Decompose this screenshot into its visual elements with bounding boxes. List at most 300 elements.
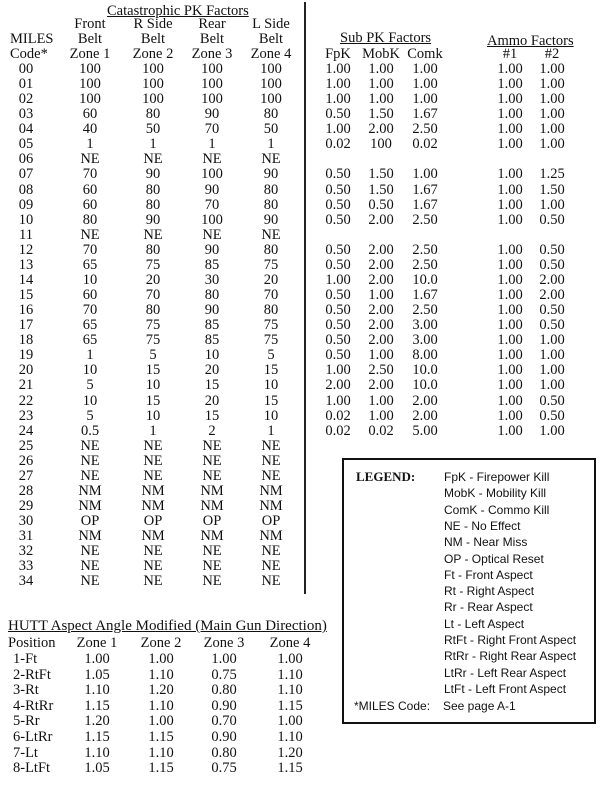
zone-value-cell: 100 — [260, 61, 282, 77]
zone-value-cell: 90 — [263, 166, 279, 182]
zone-value-cell: 10 — [82, 362, 98, 378]
zone-value-cell: 10 — [263, 408, 279, 424]
miles-code-cell: 32 — [18, 543, 34, 559]
zone-value-cell: 30 — [204, 272, 220, 288]
sub-pk-cell: 1.50 — [368, 182, 394, 198]
hutt-value-cell: 1.00 — [277, 713, 303, 729]
hutt-value-cell: 1.00 — [84, 651, 110, 667]
hutt-value-cell: 1.15 — [277, 760, 303, 776]
sub-pk-cell: 3.00 — [412, 332, 438, 348]
miles-code-cell: 15 — [18, 287, 34, 303]
hutt-value-cell: 1.10 — [148, 745, 174, 761]
zone-value-cell: 10 — [145, 408, 161, 424]
sub-pk-cell: 0.02 — [325, 136, 351, 152]
zone-value-cell: 75 — [263, 332, 279, 348]
zone-value-cell: 90 — [263, 212, 279, 228]
hutt-value-cell: 1.00 — [148, 651, 174, 667]
ammo-cell: 1.00 — [497, 91, 523, 107]
sub-pk-cell: 10.0 — [412, 362, 438, 378]
ammo-cell: 1.00 — [497, 423, 523, 439]
miles-code-cell: 21 — [18, 377, 34, 393]
zone-value-cell: 75 — [145, 257, 161, 273]
sub-pk-cell: 0.50 — [325, 347, 351, 363]
legend-item: Ft - Front Aspect — [444, 567, 533, 582]
hutt-title: HUTT Aspect Angle Modified (Main Gun Direction) — [8, 618, 327, 634]
ammo-cell: 1.00 — [497, 347, 523, 363]
zone-value-cell: 1 — [267, 423, 275, 439]
zone-value-cell: NM — [78, 498, 102, 514]
ammo-cell: 1.00 — [539, 377, 565, 393]
legend-item: NE - No Effect — [444, 518, 521, 533]
sub-pk-cell: 8.00 — [412, 347, 438, 363]
miles-head-line2: Code* — [10, 46, 48, 62]
hutt-value-cell: 1.00 — [148, 713, 174, 729]
zone-head-1-line1: Front — [74, 16, 106, 32]
ammo-cell: 1.00 — [539, 136, 565, 152]
zone-value-cell: 100 — [79, 91, 101, 107]
zone-value-cell: 90 — [145, 166, 161, 182]
legend-footnote-label: *MILES Code: — [354, 699, 431, 713]
sub-pk-cell: 1.67 — [412, 197, 438, 213]
ammo-cell: 1.00 — [497, 136, 523, 152]
zone-value-cell: 85 — [204, 332, 220, 348]
zone-value-cell: OP — [80, 513, 100, 529]
zone-value-cell: 0.5 — [80, 423, 100, 439]
sub-pk-cell: 0.50 — [325, 212, 351, 228]
ammo-cell: 1.00 — [539, 423, 565, 439]
zone-value-cell: 85 — [204, 257, 220, 273]
zone-value-cell: NE — [80, 438, 100, 454]
zone-value-cell: 80 — [263, 302, 279, 318]
zone-value-cell: 5 — [86, 377, 94, 393]
sub-pk-cell: 0.50 — [325, 257, 351, 273]
sub-pk-cell: 1.50 — [368, 166, 394, 182]
zone-value-cell: 70 — [82, 242, 98, 258]
hutt-value-cell: 1.15 — [148, 729, 174, 745]
zone-value-cell: NE — [143, 227, 163, 243]
zone-value-cell: NE — [80, 573, 100, 589]
ammo-cell: 1.00 — [497, 272, 523, 288]
zone-head-4-line1: L Side — [252, 16, 290, 32]
sub-pk-cell: 0.02 — [325, 408, 351, 424]
sub-pk-cell: 0.50 — [325, 197, 351, 213]
zone-value-cell: NE — [143, 438, 163, 454]
legend-item: FpK - Firepower Kill — [444, 470, 550, 484]
zone-value-cell: 100 — [142, 76, 164, 92]
sub-pk-cell: 0.50 — [325, 242, 351, 258]
sub-pk-cell: 1.67 — [412, 106, 438, 122]
ammo-cell: 1.00 — [539, 362, 565, 378]
sub-pk-cell: 3.00 — [412, 317, 438, 333]
sub-pk-cell: 1.00 — [368, 76, 394, 92]
legend-item: OP - Optical Reset — [444, 551, 544, 566]
sub-pk-title: Sub PK Factors — [340, 30, 432, 46]
miles-code-cell: 12 — [18, 242, 34, 258]
ammo-cell: 1.00 — [539, 76, 565, 92]
ammo-cell: 1.00 — [539, 106, 565, 122]
zone-value-cell: OP — [143, 513, 163, 529]
zone-value-cell: 75 — [145, 317, 161, 333]
hutt-head: Zone 4 — [269, 635, 311, 651]
sub-pk-cell: 1.00 — [325, 121, 351, 137]
miles-code-cell: 04 — [18, 121, 34, 137]
sub-pk-cell: 1.00 — [325, 91, 351, 107]
zone-value-cell: NM — [141, 498, 165, 514]
ammo-cell: 0.50 — [539, 242, 565, 258]
zone-value-cell: 100 — [142, 91, 164, 107]
sub-pk-cell: 0.50 — [325, 182, 351, 198]
zone-value-cell: NE — [143, 468, 163, 484]
legend-item: LtRr - Left Rear Aspect — [444, 665, 567, 680]
zone-value-cell: NE — [202, 227, 222, 243]
ammo-cell: 0.50 — [539, 317, 565, 333]
zone-value-cell: NM — [259, 528, 283, 544]
ammo-cell: 1.00 — [497, 197, 523, 213]
sub-pk-cell: 2.00 — [368, 212, 394, 228]
ammo-cell: 0.50 — [539, 257, 565, 273]
zone-value-cell: 5 — [149, 347, 157, 363]
zone-value-cell: 15 — [263, 393, 279, 409]
miles-code-cell: 11 — [19, 227, 33, 243]
sub-pk-cell: 1.00 — [412, 76, 438, 92]
zone-value-cell: 65 — [82, 257, 98, 273]
zone-head-2-line2: Belt — [140, 31, 166, 47]
zone-value-cell: 80 — [145, 106, 161, 122]
zone-value-cell: NE — [143, 453, 163, 469]
zone-value-cell: 100 — [260, 91, 282, 107]
sub-pk-cell: 1.00 — [325, 393, 351, 409]
zone-value-cell: NE — [261, 573, 281, 589]
hutt-value-cell: 0.70 — [211, 713, 237, 729]
zone-value-cell: 1 — [267, 136, 275, 152]
sub-pk-cell: 2.00 — [368, 257, 394, 273]
ammo-cell: 1.00 — [539, 121, 565, 137]
zone-value-cell: 15 — [145, 362, 161, 378]
ammo-cell: 1.00 — [539, 61, 565, 77]
vertical-divider — [304, 2, 306, 594]
miles-code-cell: 23 — [18, 408, 34, 424]
zone-value-cell: 100 — [79, 61, 101, 77]
miles-code-cell: 34 — [18, 573, 34, 589]
zone-value-cell: NE — [261, 227, 281, 243]
legend-item: NM - Near Miss — [444, 535, 528, 550]
ammo-cell: 1.00 — [497, 332, 523, 348]
zone-value-cell: 80 — [204, 287, 220, 303]
zone-value-cell: 90 — [204, 242, 220, 258]
zone-value-cell: 15 — [204, 377, 220, 393]
hutt-value-cell: 1.15 — [84, 729, 110, 745]
zone-value-cell: 75 — [263, 257, 279, 273]
miles-code-cell: 00 — [18, 61, 34, 77]
zone-value-cell: NE — [80, 558, 100, 574]
zone-value-cell: 50 — [145, 121, 161, 137]
hutt-value-cell: 1.10 — [84, 745, 110, 761]
sub-pk-cell: 1.00 — [325, 362, 351, 378]
zone-value-cell: 50 — [263, 121, 279, 137]
miles-code-cell: 19 — [18, 347, 34, 363]
zone-value-cell: 75 — [263, 317, 279, 333]
ammo-cell: 1.00 — [497, 257, 523, 273]
hutt-head: Zone 3 — [203, 635, 245, 651]
zone-value-cell: NE — [202, 151, 222, 167]
zone-value-cell: NM — [259, 483, 283, 499]
sub-pk-cell: 2.00 — [368, 302, 394, 318]
sub-pk-cell: 0.50 — [325, 166, 351, 182]
hutt-value-cell: 1.00 — [277, 651, 303, 667]
sub-pk-cell: 100 — [370, 136, 392, 152]
hutt-position-cell: 1-Ft — [13, 651, 38, 667]
zone-value-cell: 90 — [145, 212, 161, 228]
miles-code-cell: 24 — [18, 423, 34, 439]
sub-pk-cell: 2.50 — [412, 257, 438, 273]
sub-pk-cell: 2.00 — [368, 332, 394, 348]
zone-value-cell: 1 — [86, 136, 94, 152]
zone-value-cell: NE — [261, 438, 281, 454]
miles-code-cell: 03 — [18, 106, 34, 122]
ammo-cell: 1.00 — [497, 287, 523, 303]
ammo-cell: 1.00 — [497, 377, 523, 393]
zone-value-cell: 70 — [82, 166, 98, 182]
legend-item: ComK - Commo Kill — [444, 502, 550, 517]
miles-code-cell: 17 — [18, 317, 34, 333]
zone-value-cell: 15 — [145, 393, 161, 409]
hutt-value-cell: 1.10 — [277, 729, 303, 745]
miles-code-cell: 29 — [18, 498, 34, 514]
miles-code-cell: 05 — [18, 136, 34, 152]
sub-pk-cell: 1.00 — [368, 393, 394, 409]
zone-value-cell: 100 — [201, 212, 223, 228]
miles-code-cell: 01 — [18, 76, 34, 92]
sub-pk-cell: 1.00 — [412, 166, 438, 182]
sub-pk-cell: 1.00 — [325, 76, 351, 92]
legend-item: Lt - Left Aspect — [444, 616, 525, 631]
sub-pk-cell: 0.50 — [368, 197, 394, 213]
ammo-head: #1 — [502, 46, 518, 62]
zone-value-cell: NE — [202, 558, 222, 574]
sub-pk-cell: 0.02 — [368, 423, 394, 439]
miles-code-cell: 09 — [18, 197, 34, 213]
hutt-head: Zone 1 — [76, 635, 118, 651]
sub-pk-cell: 2.00 — [412, 408, 438, 424]
hutt-position-cell: 8-LtFt — [13, 760, 51, 776]
sub-pk-cell: 0.50 — [325, 317, 351, 333]
zone-head-2-line3: Zone 2 — [132, 46, 174, 62]
zone-value-cell: 10 — [82, 393, 98, 409]
zone-head-1-line3: Zone 1 — [69, 46, 111, 62]
hutt-position-cell: 7-Lt — [13, 745, 38, 761]
zone-value-cell: NE — [80, 151, 100, 167]
zone-value-cell: 100 — [201, 166, 223, 182]
sub-pk-head: MobK — [362, 46, 400, 62]
legend-item: RtRr - Right Rear Aspect — [444, 649, 577, 664]
miles-code-cell: 31 — [18, 528, 34, 544]
miles-code-cell: 22 — [18, 393, 34, 409]
sub-pk-cell: 0.50 — [325, 287, 351, 303]
sub-pk-cell: 2.50 — [412, 302, 438, 318]
sub-pk-cell: 1.00 — [368, 408, 394, 424]
ammo-cell: 1.50 — [539, 182, 565, 198]
ammo-cell: 0.50 — [539, 393, 565, 409]
zone-value-cell: 100 — [201, 91, 223, 107]
sub-pk-cell: 2.00 — [325, 377, 351, 393]
hutt-value-cell: 1.05 — [84, 667, 110, 683]
miles-code-cell: 10 — [18, 212, 34, 228]
zone-value-cell: 100 — [201, 76, 223, 92]
ammo-cell: 2.00 — [539, 272, 565, 288]
zone-value-cell: NM — [200, 498, 224, 514]
zone-value-cell: NE — [261, 543, 281, 559]
ammo-cell: 2.00 — [539, 287, 565, 303]
sub-pk-head: Comk — [407, 46, 443, 62]
ammo-cell: 1.25 — [539, 166, 565, 182]
zone-value-cell: 80 — [145, 302, 161, 318]
zone-value-cell: 90 — [204, 302, 220, 318]
legend-item: Rt - Right Aspect — [444, 584, 535, 599]
sub-pk-cell: 1.00 — [412, 91, 438, 107]
zone-value-cell: 70 — [145, 287, 161, 303]
zone-value-cell: 85 — [204, 317, 220, 333]
hutt-head: Zone 2 — [140, 635, 182, 651]
miles-code-cell: 18 — [18, 332, 34, 348]
ammo-cell: 1.00 — [497, 121, 523, 137]
sub-pk-cell: 0.50 — [325, 332, 351, 348]
zone-head-3-line2: Belt — [199, 31, 225, 47]
ammo-cell: 1.00 — [539, 347, 565, 363]
zone-value-cell: 20 — [204, 393, 220, 409]
zone-value-cell: 1 — [149, 136, 157, 152]
hutt-position-cell: 3-Rt — [13, 682, 39, 698]
hutt-head: Position — [8, 635, 56, 651]
sub-pk-cell: 5.00 — [412, 423, 438, 439]
zone-value-cell: NM — [200, 528, 224, 544]
legend-footnote-text: See page A-1 — [443, 699, 516, 713]
sub-pk-cell: 0.02 — [412, 136, 438, 152]
hutt-value-cell: 0.75 — [211, 667, 237, 683]
zone-value-cell: 60 — [82, 197, 98, 213]
zone-value-cell: 40 — [82, 121, 98, 137]
sub-pk-cell: 1.00 — [368, 287, 394, 303]
miles-code-cell: 13 — [18, 257, 34, 273]
sub-pk-cell: 0.50 — [325, 302, 351, 318]
zone-value-cell: NM — [141, 483, 165, 499]
hutt-value-cell: 1.15 — [84, 698, 110, 714]
zone-value-cell: NE — [202, 438, 222, 454]
zone-head-4-line3: Zone 4 — [250, 46, 292, 62]
catastrophic-title: Catastrophic PK Factors — [107, 3, 249, 19]
zone-value-cell: 60 — [82, 287, 98, 303]
zone-value-cell: NE — [202, 543, 222, 559]
ammo-title: Ammo Factors — [487, 33, 574, 49]
hutt-value-cell: 1.00 — [211, 651, 237, 667]
miles-code-cell: 33 — [18, 558, 34, 574]
miles-head-line1: MILES — [10, 31, 54, 47]
zone-value-cell: 10 — [145, 377, 161, 393]
zone-value-cell: 100 — [201, 61, 223, 77]
hutt-position-cell: 2-RtFt — [13, 667, 51, 683]
hutt-value-cell: 1.10 — [148, 667, 174, 683]
zone-value-cell: 1 — [208, 136, 216, 152]
zone-value-cell: 10 — [204, 347, 220, 363]
sub-pk-cell: 1.00 — [368, 61, 394, 77]
zone-value-cell: 10 — [263, 377, 279, 393]
miles-code-cell: 06 — [18, 151, 34, 167]
zone-value-cell: NE — [143, 543, 163, 559]
zone-value-cell: 90 — [204, 182, 220, 198]
hutt-position-cell: 5-Rr — [13, 713, 40, 729]
zone-value-cell: 100 — [260, 76, 282, 92]
ammo-cell: 1.00 — [497, 317, 523, 333]
zone-value-cell: 65 — [82, 332, 98, 348]
hutt-value-cell: 0.80 — [211, 745, 237, 761]
zone-value-cell: 70 — [263, 287, 279, 303]
zone-head-2-line1: R Side — [133, 16, 173, 32]
ammo-cell: 1.00 — [497, 362, 523, 378]
legend-item: LtFt - Left Front Aspect — [444, 681, 567, 696]
sub-pk-cell: 2.50 — [412, 212, 438, 228]
zone-value-cell: 1 — [149, 423, 157, 439]
zone-value-cell: NE — [261, 468, 281, 484]
zone-value-cell: NE — [80, 543, 100, 559]
miles-code-cell: 25 — [18, 438, 34, 454]
hutt-value-cell: 1.10 — [148, 698, 174, 714]
miles-code-cell: 30 — [18, 513, 34, 529]
hutt-value-cell: 1.15 — [277, 698, 303, 714]
sub-pk-cell: 2.00 — [368, 121, 394, 137]
zone-value-cell: 65 — [82, 317, 98, 333]
zone-value-cell: 15 — [204, 408, 220, 424]
zone-value-cell: NE — [202, 573, 222, 589]
zone-value-cell: 70 — [204, 197, 220, 213]
sub-pk-cell: 2.50 — [412, 121, 438, 137]
zone-value-cell: 80 — [145, 182, 161, 198]
ammo-head: #2 — [544, 46, 560, 62]
sub-pk-cell: 2.00 — [412, 393, 438, 409]
zone-value-cell: 60 — [82, 106, 98, 122]
miles-code-cell: 20 — [18, 362, 34, 378]
sub-pk-cell: 0.02 — [325, 423, 351, 439]
hutt-value-cell: 0.75 — [211, 760, 237, 776]
zone-value-cell: NM — [78, 483, 102, 499]
sub-pk-cell: 1.50 — [368, 106, 394, 122]
zone-value-cell: 80 — [263, 242, 279, 258]
legend-item: RtFt - Right Front Aspect — [444, 633, 577, 647]
zone-value-cell: NM — [78, 528, 102, 544]
ammo-cell: 1.00 — [539, 197, 565, 213]
zone-value-cell: NM — [259, 498, 283, 514]
zone-value-cell: NE — [80, 468, 100, 484]
zone-value-cell: NE — [80, 453, 100, 469]
hutt-value-cell: 1.20 — [277, 745, 303, 761]
zone-value-cell: NE — [261, 453, 281, 469]
zone-value-cell: 100 — [79, 76, 101, 92]
zone-value-cell: 80 — [263, 182, 279, 198]
miles-code-cell: 27 — [18, 468, 34, 484]
hutt-value-cell: 0.80 — [211, 682, 237, 698]
hutt-position-cell: 6-LtRr — [13, 729, 53, 745]
miles-code-cell: 26 — [18, 453, 34, 469]
sub-pk-cell: 2.50 — [412, 242, 438, 258]
zone-value-cell: 20 — [263, 272, 279, 288]
miles-code-cell: 07 — [18, 166, 34, 182]
ammo-cell: 1.00 — [497, 302, 523, 318]
zone-value-cell: NE — [143, 558, 163, 574]
zone-value-cell: NE — [80, 227, 100, 243]
zone-head-1-line2: Belt — [77, 31, 103, 47]
sub-pk-cell: 2.00 — [368, 242, 394, 258]
zone-value-cell: 100 — [142, 61, 164, 77]
zone-value-cell: NE — [202, 468, 222, 484]
hutt-value-cell: 1.10 — [277, 667, 303, 683]
